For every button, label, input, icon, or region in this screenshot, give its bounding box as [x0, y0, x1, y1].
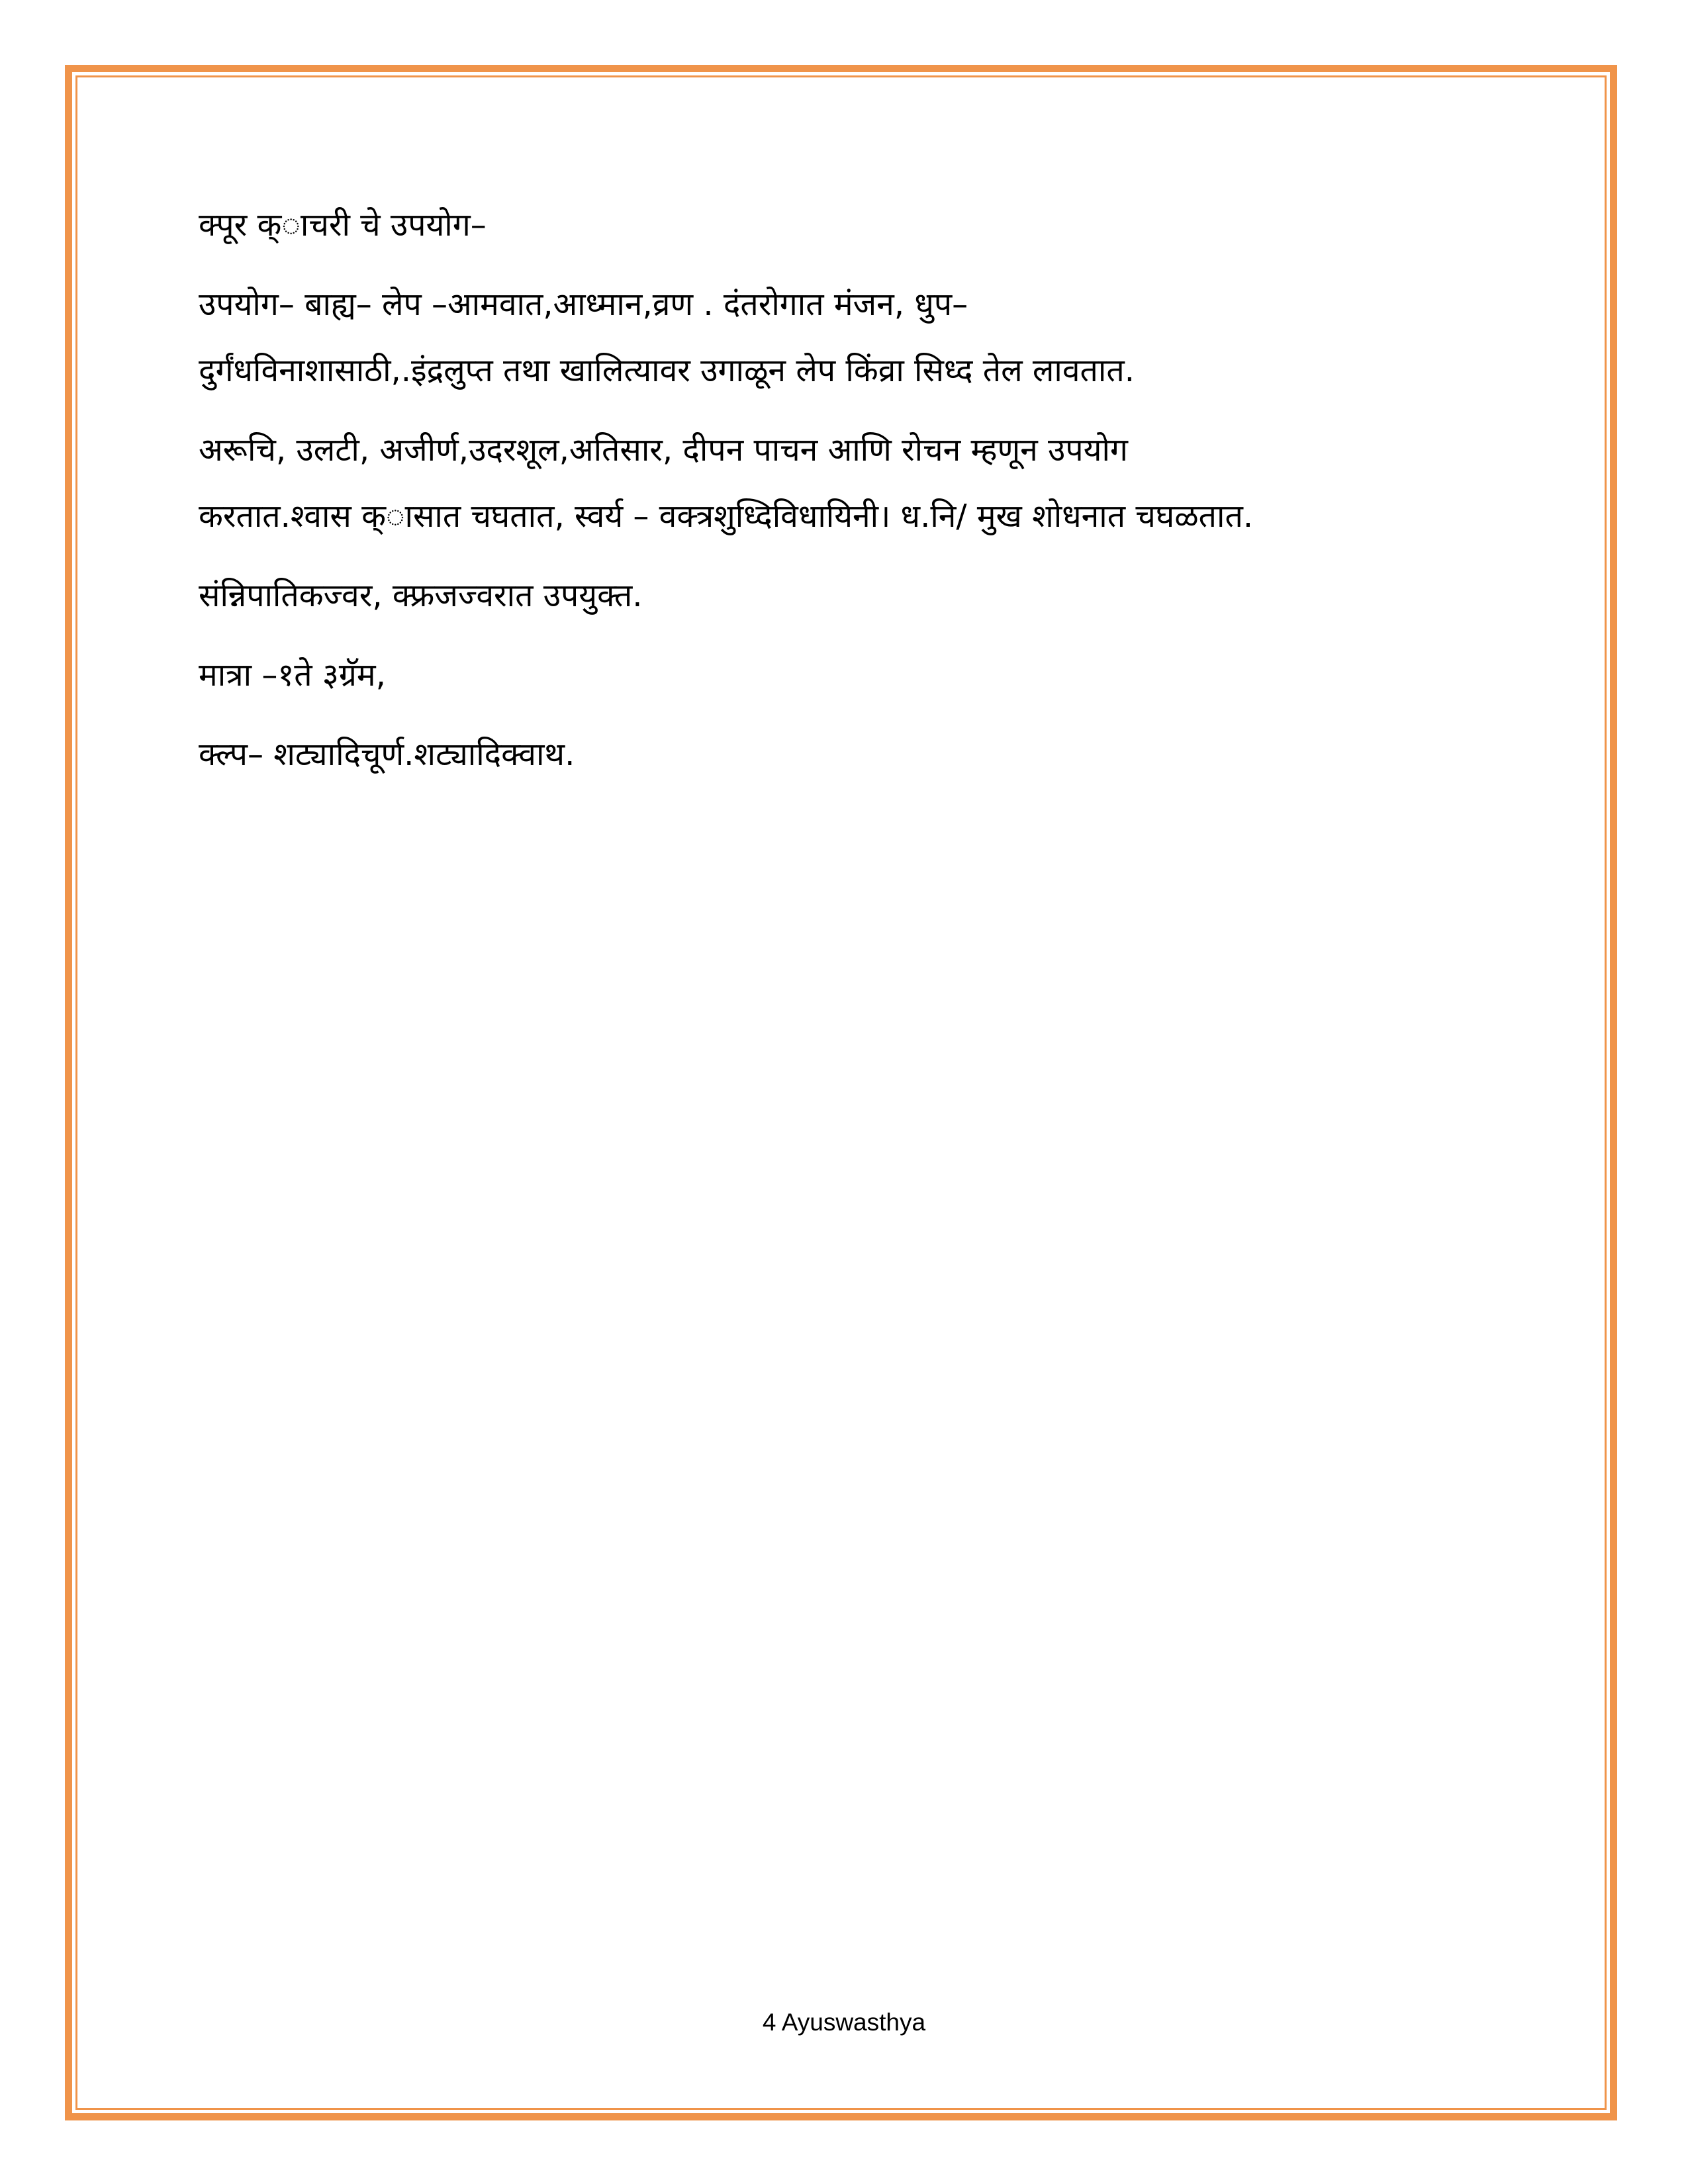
paragraph-line: दुर्गंधविनाशासाठी,.इंद्रलुप्त तथा खालित्यावर उगाळून लेप किंव्रा सिध्द तेल लावतात.: [199, 352, 1135, 389]
page-footer: 4 Ayuswasthya: [762, 2009, 926, 2036]
paragraph-external-use: [199, 271, 1496, 404]
heading: क्पूर क्ाचरी चे उपयोग–: [199, 206, 487, 244]
paragraph-line: अरूचि, उलटी, अजीर्ण,उदरशूल,अतिसार, दीपन पाचन आणि रोचन म्हणून उपयोग: [199, 432, 1128, 469]
paragraph-formulations: क्ल्प– शट्यादिचूर्ण.शट्यादिक्वाथ.: [199, 736, 575, 773]
paragraph-jvara: संन्निपातिकज्वर, क्फ्रजज्वरात उपयुक्त.: [199, 577, 643, 614]
paragraph-internal-use: [199, 417, 1496, 549]
paragraph-line: करतात.श्वास क्ासात चघतात, स्वर्य – वक्त्रशुध्दिविधायिनी। ध.नि/ मुख शोधनात चघळतात.: [199, 498, 1254, 535]
paragraph-dosage: मात्रा –१ते ३ग्रॅम,: [199, 657, 386, 694]
document-body: [199, 192, 1496, 801]
paragraph-line: उपयोग– बाह्य– लेप –आमवात,आध्मान,व्रण . दंतरोगात मंजन, धुप–: [199, 286, 968, 323]
